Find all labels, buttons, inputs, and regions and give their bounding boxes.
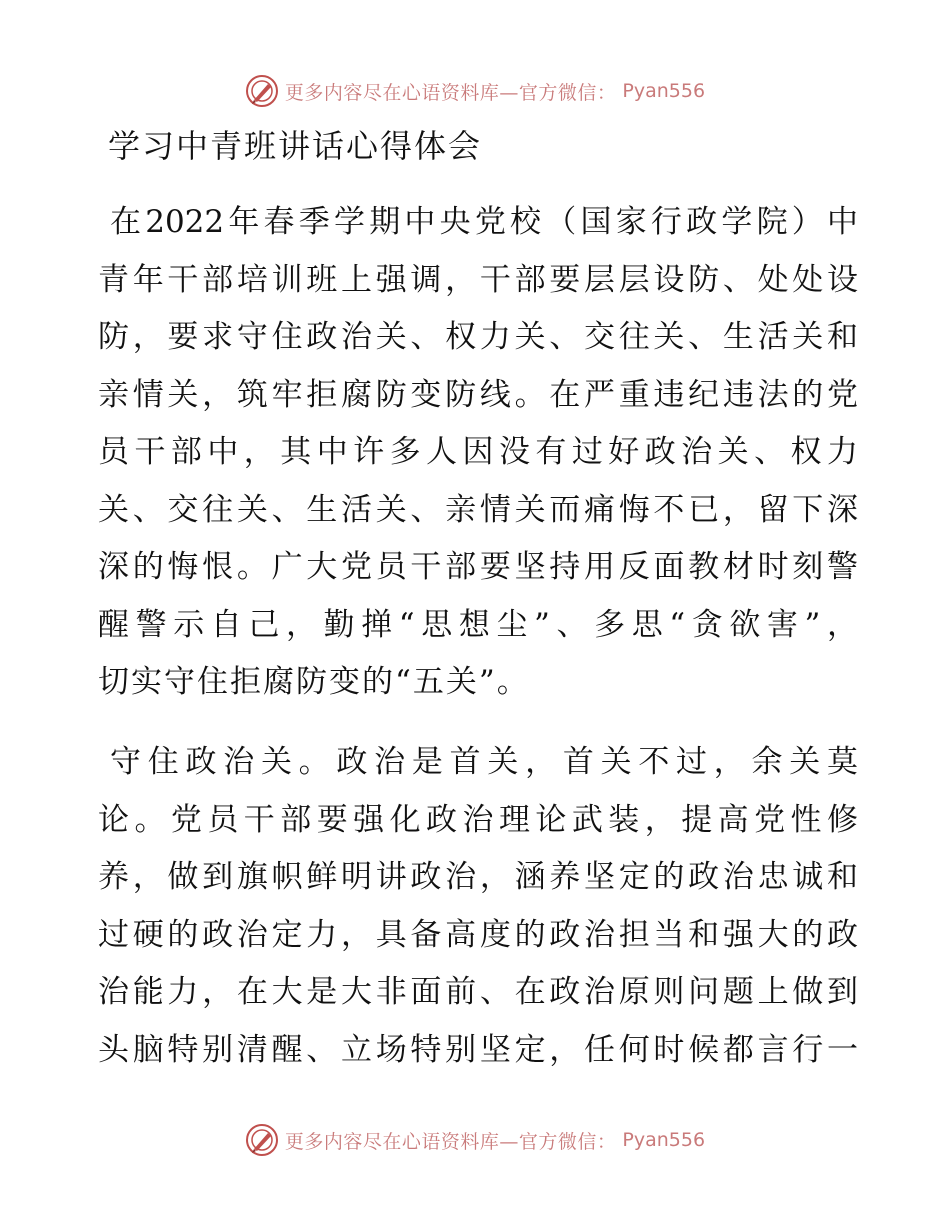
pen-logo-icon (245, 74, 279, 108)
watermark-wechat-id: Pyan556 (622, 80, 706, 102)
watermark-wechat-id: Pyan556 (622, 1129, 706, 1151)
watermark-text: 更多内容尽在心语资料库—官方微信： (284, 81, 617, 104)
paragraph-political (98, 734, 858, 1079)
watermark-header (0, 71, 950, 111)
text-line: 治能力，在大是大非面前、在政治原则问题上做到 (98, 974, 858, 1010)
text-line: 深的悔恨。广大党员干部要坚持用反面教材时刻警 (98, 549, 858, 585)
watermark-footer (0, 1120, 950, 1160)
text-line: 守住政治关。政治是首关，首关不过，余关莫 (110, 744, 858, 780)
watermark-text: 更多内容尽在心语资料库—官方微信： (284, 1130, 617, 1153)
text-line: 青年干部培训班上强调，干部要层层设防、处处设 (98, 261, 858, 298)
text-line: 养，做到旗帜鲜明讲政治，涵养坚定的政治忠诚和 (98, 859, 858, 895)
text-line: 防，要求守住政治关、权力关、交往关、生活关和 (98, 319, 858, 355)
text-line: 头脑特别清醒、立场特别坚定，任何时候都言行一 (98, 1031, 858, 1068)
text-line: 在2022年春季学期中央党校（国家行政学院）中 (110, 204, 858, 240)
text-line: 切实守住拒腐防变的“五关”。 (98, 664, 530, 700)
text-line: 论。党员干部要强化政治理论武装，提高党性修 (98, 801, 858, 838)
text-line: 过硬的政治定力，具备高度的政治担当和强大的政 (98, 916, 858, 953)
document-title: 学习中青班讲话心得体会 (108, 127, 483, 165)
text-line: 关、交往关、生活关、亲情关而痛悔不已，留下深 (98, 491, 858, 528)
paragraph-intro (98, 194, 858, 712)
pen-logo-icon (245, 1123, 279, 1157)
text-line: 醒警示自己，勤掸“思想尘”、多思“贪欲害”， (98, 606, 858, 643)
text-line: 亲情关，筑牢拒腐防变防线。在严重违纪违法的党 (98, 376, 858, 413)
text-line: 员干部中，其中许多人因没有过好政治关、权力 (98, 434, 858, 470)
